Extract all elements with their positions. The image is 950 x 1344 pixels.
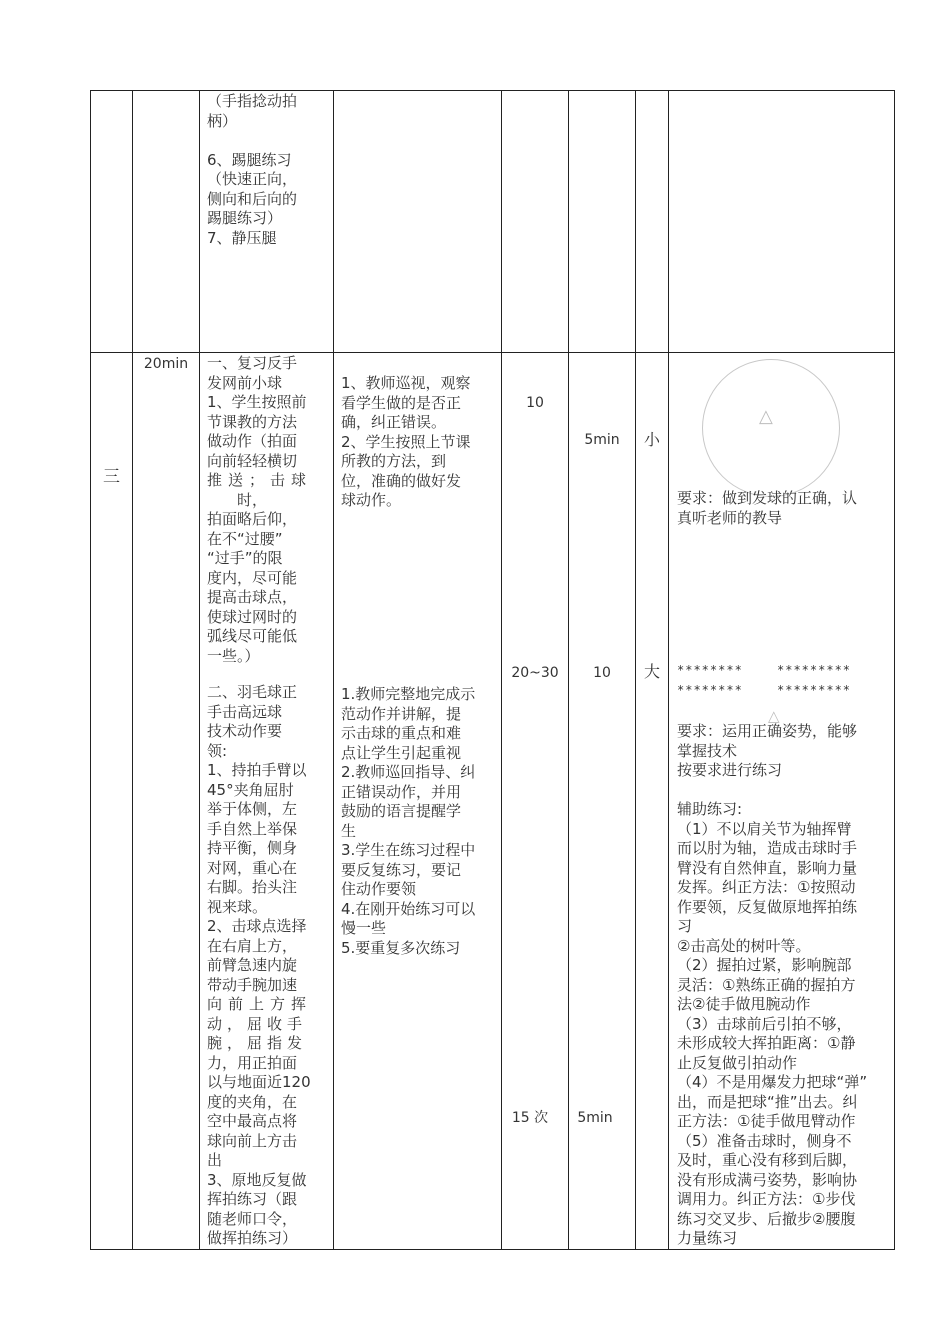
org-line: 要求：做到发球的正确，认 <box>677 489 858 507</box>
method-line: 5.要重复多次练习 <box>341 938 461 957</box>
stars-left: ******** <box>677 663 743 677</box>
row-divider <box>90 352 895 353</box>
intensity-large: 大 <box>643 662 660 681</box>
content-line: 向前轻轻横切 <box>207 451 298 470</box>
content-line: 带动手腕加速 <box>207 975 298 994</box>
assist-line: （4）不是用爆发力把球“弹” <box>677 1073 868 1091</box>
assist-line: 未形成较大挥拍距离：①静 <box>677 1034 856 1052</box>
content-line: 技术动作要 <box>207 722 283 740</box>
content-line: 推送；击球 <box>207 471 313 489</box>
content-clear-shot <box>207 683 329 1249</box>
count-2: 20~30 <box>511 665 559 681</box>
content-line: 踢腿练习） <box>207 209 283 227</box>
teacher-triangle-icon: △ <box>768 707 780 725</box>
content-line: 向前上方挥 <box>207 995 313 1013</box>
content-line: 领: <box>207 741 228 760</box>
assist-line: 练习交叉步、后撤步②腰腹 <box>677 1209 856 1228</box>
col-border-8 <box>894 90 895 1250</box>
content-review <box>207 354 329 666</box>
time-label: 20min <box>143 356 189 372</box>
method-review <box>341 374 497 511</box>
content-line: 腕，屈指发 <box>207 1034 308 1052</box>
content-line: 6、踢腿练习 <box>207 150 292 169</box>
formation-stars-row-1 <box>677 660 891 680</box>
formation-stars-row-2 <box>677 680 891 700</box>
stars-left: ******** <box>677 683 743 697</box>
content-line: 出 <box>207 1151 223 1169</box>
org-line: 真听老师的教导 <box>677 508 783 527</box>
content-line: 度内，尽可能 <box>207 568 298 587</box>
content-line: 提高击球点， <box>207 588 298 606</box>
content-line: 二、羽毛球正 <box>207 683 298 701</box>
method-line: 鼓励的语言提醒学 <box>341 802 462 820</box>
content-line: （快速正向， <box>207 170 298 188</box>
col-border-3 <box>333 90 334 1250</box>
assist-line: 法②徒手做甩腕动作 <box>677 995 811 1013</box>
content-line: 7、静压腿 <box>207 228 277 247</box>
assist-line: 调用力。纠正方法：①步伐 <box>677 1190 856 1208</box>
content-line: 时， <box>237 490 268 509</box>
assist-line: （1）不以肩关节为轴挥臂 <box>677 819 852 838</box>
content-line: 动，屈收手 <box>207 1014 308 1033</box>
org-line: 掌握技术 <box>677 741 738 760</box>
assist-line: 出，而是把球“推”出去。纠 <box>677 1092 858 1111</box>
assist-line: （3）击球前后引拍不够， <box>677 1014 852 1033</box>
org-line: 要求：运用正确姿势，能够 <box>677 722 858 740</box>
content-line: 3、原地反复做 <box>207 1170 307 1189</box>
method-line: 位，准确的做好发 <box>341 471 462 490</box>
method-line: 正错误动作，并用 <box>341 782 462 801</box>
content-line: 2、击球点选择 <box>207 917 307 935</box>
content-line: 前臂急速内旋 <box>207 956 298 974</box>
org-line: 按要求进行练习 <box>677 761 783 779</box>
content-line: 力，用正拍面 <box>207 1053 298 1072</box>
assist-line: 力量练习 <box>677 1229 738 1247</box>
content-line: 做动作（拍面 <box>207 432 298 450</box>
table-top-border <box>90 90 895 91</box>
content-line: 1、学生按照前 <box>207 393 307 411</box>
col-border-2 <box>199 90 200 1250</box>
method-line: 1.教师完整地完成示 <box>341 685 476 703</box>
method-clear-shot <box>341 685 497 958</box>
method-line: 范动作并讲解，提 <box>341 704 462 723</box>
duration-3: 5min <box>577 1110 613 1126</box>
method-line: 球动作。 <box>341 491 402 509</box>
content-line: 做挥拍练习） <box>207 1229 298 1247</box>
content-line: 在不“过腰” <box>207 529 283 548</box>
method-line: 2、学生按照上节课 <box>341 432 471 451</box>
intensity-small: 小 <box>643 430 660 449</box>
content-line: 一、复习反手 <box>207 354 298 372</box>
content-line: “过手”的限 <box>207 549 283 567</box>
method-line: 点让学生引起重视 <box>341 743 462 762</box>
content-line: 手击高远球 <box>207 702 283 721</box>
content-line: 对网，重心在 <box>207 858 298 877</box>
assist-line: 灵活：①熟练正确的握拍方 <box>677 975 856 994</box>
duration-2: 10 <box>593 665 611 681</box>
stars-right: ********* <box>777 683 852 697</box>
teacher-triangle-icon: △ <box>759 406 773 427</box>
col-border-7 <box>668 90 669 1250</box>
assist-line: 发挥。纠正方法：①按照动 <box>677 878 856 896</box>
content-line: 拍面略后仰， <box>207 510 298 528</box>
content-line: 在右肩上方， <box>207 936 298 955</box>
stars-right: ********* <box>777 663 852 677</box>
col-border-0 <box>90 90 91 1250</box>
content-line: 视来球。 <box>207 897 268 916</box>
assist-line: 辅助练习: <box>677 800 743 818</box>
assist-line: 止反复做引拍动作 <box>677 1053 798 1072</box>
method-line: 慢一些 <box>341 919 387 937</box>
method-line: 2.教师巡回指导、纠 <box>341 763 476 781</box>
assist-exercises <box>677 800 891 1249</box>
assist-line: 臂没有自然伸直，影响力量 <box>677 858 858 877</box>
content-line: 空中最高点将 <box>207 1112 298 1130</box>
content-line: 以与地面近120 <box>207 1073 311 1091</box>
assist-line: 作要领，反复做原地挥拍练 <box>677 897 858 916</box>
method-line: 4.在刚开始练习可以 <box>341 899 476 918</box>
content-line: 使球过网时的 <box>207 607 298 626</box>
content-line: 球向前上方击 <box>207 1131 298 1150</box>
content-line: 弧线尽可能低 <box>207 627 298 645</box>
method-line: 1、教师巡视，观察 <box>341 374 471 392</box>
assist-line: （5）准备击球时，侧身不 <box>677 1131 852 1150</box>
org-requirement-1 <box>677 489 891 528</box>
content-line: 一些。） <box>207 646 260 665</box>
method-line: 所教的方法，到 <box>341 452 447 470</box>
content-line: 柄） <box>207 111 238 130</box>
table-bottom-border <box>90 1249 895 1250</box>
content-line: 右脚。抬头注 <box>207 878 298 896</box>
content-line: 侧向和后向的 <box>207 189 298 208</box>
assist-line: 而以肘为轴，造成击球时手 <box>677 839 858 857</box>
assist-line: （2）握拍过紧，影响腕部 <box>677 956 852 974</box>
content-line: （手指捻动拍 <box>207 92 298 110</box>
col-border-1 <box>132 90 133 1250</box>
method-line: 要反复练习，要记 <box>341 860 462 879</box>
content-line: 度的夹角，在 <box>207 1092 298 1111</box>
content-line: 挥拍练习（跟 <box>207 1190 298 1208</box>
assist-line: ②击高处的树叶等。 <box>677 936 811 955</box>
method-line: 看学生做的是否正 <box>341 393 462 412</box>
content-line: 节课教的方法 <box>207 412 298 431</box>
top-row-content <box>207 92 329 248</box>
content-line: 发网前小球 <box>207 373 283 392</box>
content-line: 1、持拍手臂以 <box>207 761 307 779</box>
content-line: 45°夹角屈肘 <box>207 780 294 799</box>
content-line: 持平衡，侧身 <box>207 839 298 857</box>
method-line: 确，纠正错误。 <box>341 413 447 431</box>
method-line: 生 <box>341 821 357 840</box>
method-line: 3.学生在练习过程中 <box>341 841 476 859</box>
content-line: 随老师口令， <box>207 1209 298 1228</box>
duration-1: 5min <box>584 432 620 448</box>
count-3: 15 次 <box>511 1110 549 1126</box>
assist-line: 习 <box>677 917 693 935</box>
assist-line: 没有形成满弓姿势，影响协 <box>677 1170 858 1189</box>
method-line: 示击球的重点和难 <box>341 724 462 742</box>
content-line: 手自然上举保 <box>207 819 298 838</box>
org-requirement-2 <box>677 722 891 781</box>
method-line: 住动作要领 <box>341 880 417 898</box>
assist-line: 及时，重心没有移到后脚， <box>677 1151 858 1169</box>
content-line: 举于体侧，左 <box>207 800 298 818</box>
count-1: 10 <box>526 395 544 411</box>
formation-circle-diagram <box>702 359 840 497</box>
assist-line: 正方法：①徒手做甩臂动作 <box>677 1112 856 1130</box>
part-label: 三 <box>103 467 120 487</box>
